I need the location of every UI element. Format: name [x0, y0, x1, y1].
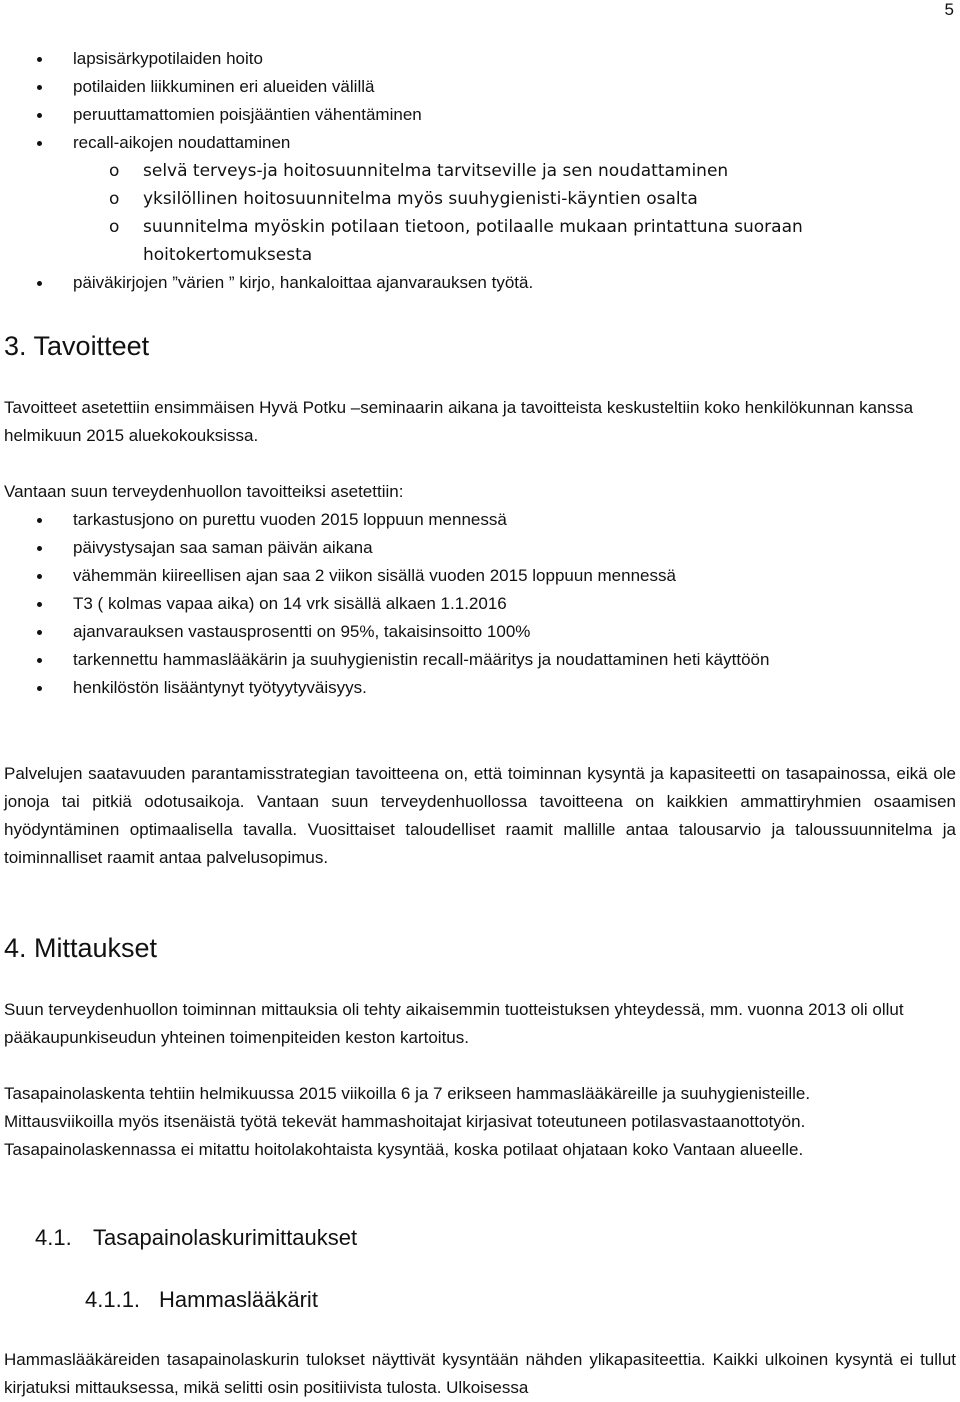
sub-list-item: o yksilöllinen hoitosuunnitelma myös suuhygienisti-käyntien osalta — [0, 185, 950, 213]
section-4-paragraph-3: Hammaslääkäreiden tasapainolaskurin tulokset näyttivät kysyntään nähden ylikapasiteettia. Kaikki ulkoinen kysyntä ei tullut kirjatuksi mittauksessa, mikä selitti osin positiivista tulosta. Ulkoisessa — [4, 1350, 956, 1397]
goal-item: T3 ( kolmas vapaa aika) on 14 vrk sisällä alkaen 1.1.2016 — [0, 590, 950, 618]
sub-list-item: o suunnitelma myöskin potilaan tietoon, potilaalle mukaan printattuna suoraan hoitokertomuksesta — [0, 213, 950, 269]
bullet-icon — [37, 574, 42, 579]
bullet-icon — [37, 85, 42, 90]
subsection-4-1-1-title: Hammaslääkärit — [159, 1287, 318, 1312]
section-3-heading: 3. Tavoitteet — [4, 331, 150, 361]
bullet-icon — [37, 57, 42, 62]
bullet-icon — [37, 113, 42, 118]
goal-item: henkilöstön lisääntynyt työtyytyväisyys. — [0, 674, 950, 702]
bullet-icon — [37, 602, 42, 607]
goals-intro: Vantaan suun terveydenhuollon tavoitteiksi asetettiin: — [4, 482, 404, 501]
subsection-4-1-1-number: 4.1.1. — [85, 1287, 141, 1312]
section-4-heading: 4. Mittaukset — [4, 933, 158, 963]
section-4-paragraph-1: Suun terveydenhuollon toiminnan mittauksia oli tehty aikaisemmin tuotteistuksen yhteydessä, mm. vuonna 2013 oli ollut pääkaupunkiseudun yhteinen toimenpiteiden keston kartoitus. — [4, 1000, 904, 1047]
list-item: lapsisärkypotilaiden hoito — [0, 45, 950, 73]
bullet-icon — [37, 281, 42, 286]
top-bullet-list — [0, 45, 950, 297]
bullet-icon — [37, 686, 42, 691]
goal-item: päivystysajan saa saman päivän aikana — [0, 534, 950, 562]
goals-list — [0, 506, 950, 702]
subsection-4-1-number: 4.1. — [35, 1225, 72, 1250]
bullet-icon — [37, 518, 42, 523]
page-number: 5 — [944, 0, 954, 19]
bullet-icon — [37, 546, 42, 551]
section-3-paragraph-1: Tavoitteet asetettiin ensimmäisen Hyvä Potku –seminaarin aikana ja tavoitteista keskusteltiin koko henkilökunnan kanssa helmikuun 2015 aluekokouksissa. — [4, 398, 914, 445]
goal-item: vähemmän kiireellisen ajan saa 2 viikon sisällä vuoden 2015 loppuun mennessä — [0, 562, 950, 590]
section-4-paragraph-2: Tasapainolaskenta tehtiin helmikuussa 2015 viikoilla 6 ja 7 erikseen hammaslääkäreille ja suuhygienisteille. Mittausviikoilla myös itsenäistä työtä tekevät hammashoitajat kirjasivat toteutuneen potilasvastaanottotyön. Tasapainolaskennassa ei mitattu hoitolakohtaista kysyntää, koska potilaat ohjataan koko Vantaan alueelle. — [4, 1084, 811, 1159]
sub-list-item: o selvä terveys-ja hoitosuunnitelma tarvitseville ja sen noudattaminen — [0, 157, 950, 185]
bullet-icon — [37, 658, 42, 663]
list-item: peruuttamattomien poisjääntien vähentäminen — [0, 101, 950, 129]
bullet-icon — [37, 630, 42, 635]
section-3-paragraph-2: Palvelujen saatavuuden parantamisstrategian tavoitteena on, että toiminnan kysyntä ja kapasiteetti on tasapainossa, eikä ole jonoja tai pitkiä odotusaikoja. Vantaan suun terveydenhuollossa tavoitteena on kaikkien ammattiryhmien osaamisen hyödyntäminen optimaalisella tavalla. Vuosittaiset taloudelliset raamit mallille antaa talousarvio ja taloussuunnitelma ja toiminnalliset raamit antaa palvelusopimus. — [4, 764, 956, 867]
goal-item: ajanvarauksen vastausprosentti on 95%, takaisinsoitto 100% — [0, 618, 950, 646]
bullet-icon — [37, 141, 42, 146]
list-item: recall-aikojen noudattaminen — [0, 129, 950, 157]
circle-bullet-icon: o — [109, 217, 120, 237]
goal-item: tarkennettu hammaslääkärin ja suuhygienistin recall-määritys ja noudattaminen heti käyttöön — [0, 646, 950, 674]
subsection-4-1-title: Tasapainolaskurimittaukset — [93, 1225, 358, 1250]
circle-bullet-icon: o — [109, 161, 120, 181]
list-item: päiväkirjojen ”värien ” kirjo, hankaloittaa ajanvarauksen työtä. — [0, 269, 950, 297]
list-item: potilaiden liikkuminen eri alueiden välillä — [0, 73, 950, 101]
goal-item: tarkastusjono on purettu vuoden 2015 loppuun mennessä — [0, 506, 950, 534]
circle-bullet-icon: o — [109, 189, 120, 209]
